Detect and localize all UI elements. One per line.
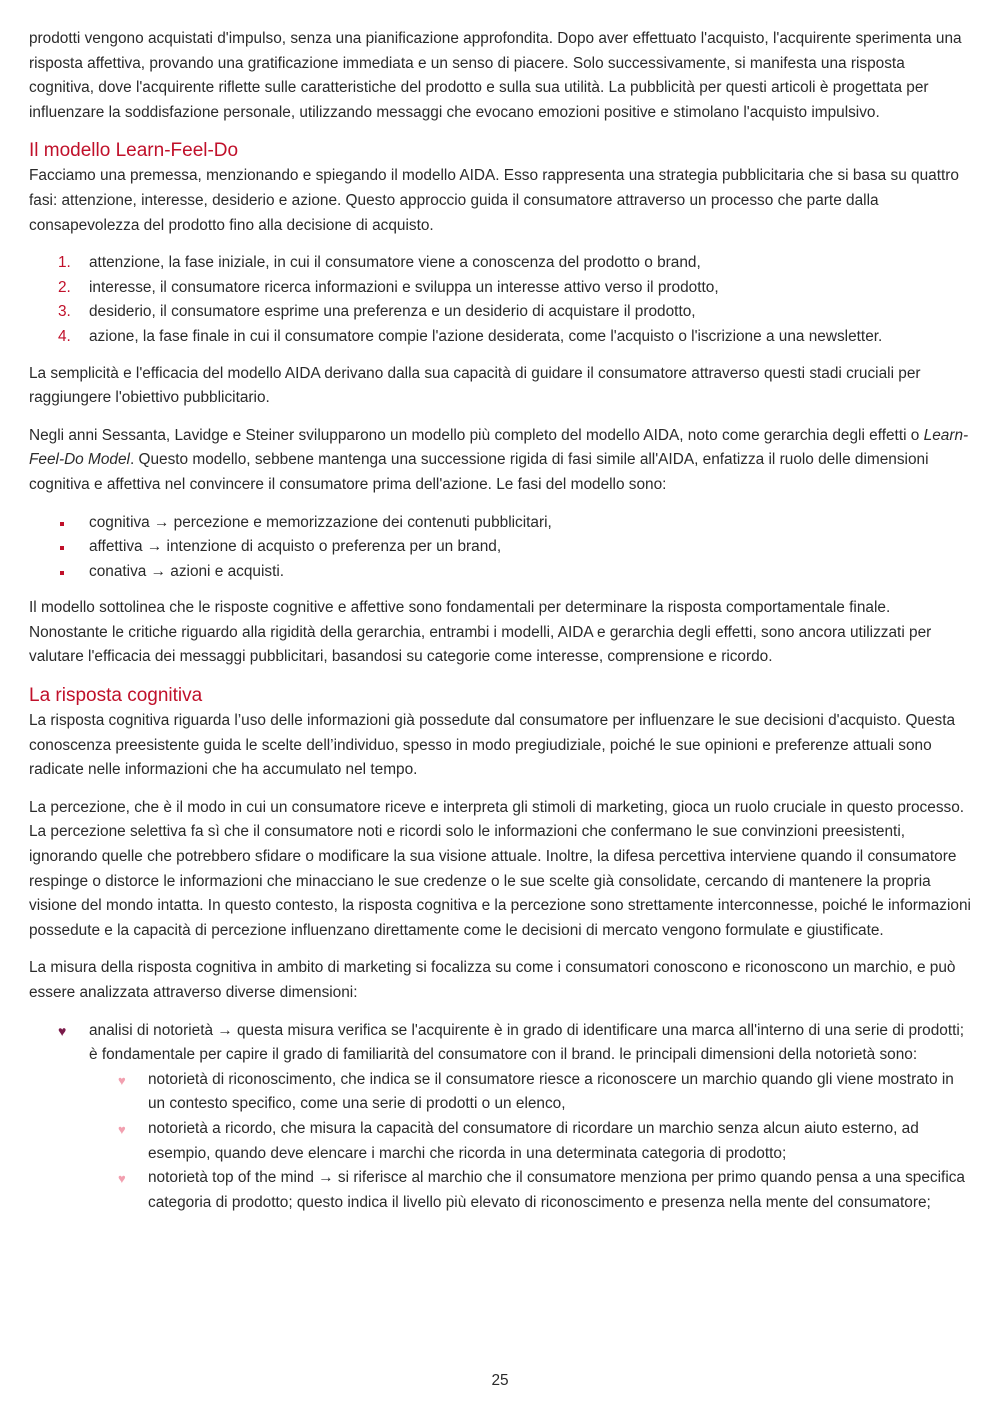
lavidge-steiner-paragraph: Negli anni Sessanta, Lavidge e Steiner svilupparono un modello più completo del modello AIDA, noto come gerarchia degli effetti o Learn-Feel-Do Model. Questo modello, sebbene mantenga una successione rigida di fasi simile all'AIDA, enfatizza il ruolo delle dimensioni cognitiva e affettiva nel convincere il consumatore prima dell'azione. Le fasi del modello sono: (29, 426, 969, 493)
dimensions-list (29, 1019, 973, 1216)
square-bullet-icon (60, 522, 64, 526)
list-item: conativa → azioni e acquisti. (29, 560, 973, 585)
list-item: 3. desiderio, il consumatore esprime una preferenza e un desiderio di acquistare il prodotto, (58, 303, 696, 321)
document-page (29, 27, 973, 1215)
perception-paragraph: La percezione, che è il modo in cui un consumatore riceve e interpreta gli stimoli di marketing, gioca un ruolo cruciale in questo processo. La percezione selettiva fa sì che il consumatore noti e ricordi solo le informazioni che confermano le sue convinzioni preesistenti, ignorando quelle che potrebbero sfidare o modificare la sua visione attuale. Inoltre, la difesa percettiva interviene quando il consumatore respinge o distorce le informazioni che minacciano le sue credenze o le sue scelte già consolidate, cercando di mantenere la propria visione del mondo intatta. In questo contesto, la risposta cognitiva e la percezione sono strettamente interconnesse, poiché le informazioni possedute e la capacità di percezione influenzano direttamente come le decisioni di mercato vengono formulate e giustificate. (29, 798, 971, 939)
list-item: cognitiva → percezione e memorizzazione dei contenuti pubblicitari, (29, 511, 973, 536)
aida-intro-paragraph: Facciamo una premessa, menzionando e spiegando il modello AIDA. Esso rappresenta una strategia pubblicitaria che si basa su quattro fasi: attenzione, interesse, desiderio e azione. Questo approccio guida il consumatore attraverso un processo che parte dalla consapevolezza del prodotto fino alla decisione di acquisto. (29, 167, 959, 234)
phases-list (29, 511, 973, 585)
list-item: ♥ notorietà di riconoscimento, che indica se il consumatore riesce a riconoscere un marchio quando gli viene mostrato in un contesto specifico, come una serie di prodotti o un elenco, (118, 1070, 954, 1113)
square-bullet-icon (60, 546, 64, 550)
list-item: 1. attenzione, la fase iniziale, in cui il consumatore viene a conoscenza del prodotto o brand, (58, 254, 701, 272)
heart-bullet-icon: ♥ (118, 1171, 126, 1187)
page-number: 25 (491, 1372, 509, 1389)
aida-summary-paragraph: La semplicità e l'efficacia del modello AIDA derivano dalla sua capacità di guidare il consumatore attraverso questi stadi cruciali per raggiungere l'obiettivo pubblicitario. (29, 364, 921, 407)
aida-steps-list (29, 251, 973, 349)
measurement-paragraph: La misura della risposta cognitiva in ambito di marketing si focalizza su come i consumatori conoscono e riconoscono un marchio, e può essere analizzata attraverso diverse dimensioni: (29, 959, 956, 1001)
heart-bullet-icon: ♥ (118, 1072, 126, 1088)
list-item: affettiva → intenzione di acquisto o preferenza per un brand, (29, 535, 973, 560)
cognitive-response-paragraph: La risposta cognitiva riguarda l’uso delle informazioni già possedute dal consumatore per influenzare le sue decisioni d'acquisto. Questa conoscenza preesistente guida le scelte dell’individuo, spesso in modo pregiudiziale, poiché le sue opinioni e preferenze attuali sono radicate nelle informazioni che ha accumulato nel tempo. (29, 712, 956, 779)
intro-paragraph: prodotti vengono acquistati d'impulso, senza una pianificazione approfondita. Dopo aver effettuato l'acquisto, l'acquirente sperimenta una risposta affettiva, provando una gratificazione immediata e un senso di piacere. Solo successivamente, si manifesta una risposta cognitiva, dove l'acquirente riflette sulle caratteristiche del prodotto e sulla sua utilità. La pubblicità per questi articoli è progettata per influenzare la soddisfazione personale, utilizzando messaggi che evocano emozioni positive e stimolano l'acquisto impulsivo. (29, 30, 962, 121)
square-bullet-icon (60, 571, 64, 575)
list-item: 4. azione, la fase finale in cui il consumatore compie l'azione desiderata, come l'acquisto o l'iscrizione a una newsletter. (58, 327, 883, 345)
heading-learn-feel-do: Il modello Learn-Feel-Do (29, 140, 239, 162)
list-item: ♥ analisi di notorietà → questa misura verifica se l'acquirente è in grado di identificare una marca all'interno di una serie di prodotti; è fondamentale per capire il grado di familiarità del consumatore con il brand. le principali dimensioni della notorietà sono: ♥ notorietà di riconoscimento, che indica se il consumatore riesce a riconoscere un marchio quando gli viene mostrato in un contesto specifico, come una serie di prodotti o un elenco, ♥ notorietà a ricordo, che misura la capacità del consumatore di ricordare un marchio senza alcun aiuto esterno, ad esempio, quando deve elencare i marchi che ricorda in una determinata categoria di prodotto; ♥ notorietà top of the mind → si riferisce al marchio che il consumatore menziona per primo quando pensa a una specifica categoria di prodotto; questo indica il livello più elevato di riconoscimento e presenza nella mente del consumatore; (29, 1019, 973, 1216)
learn-feel-do-term: Learn-Feel-Do Model (29, 426, 969, 469)
list-item: ♥ notorietà a ricordo, che misura la capacità del consumatore di ricordare un marchio senza alcun aiuto esterno, ad esempio, quando deve elencare i marchi che ricorda in una determinata categoria di prodotto; (118, 1119, 919, 1162)
heading-risposta-cognitiva: La risposta cognitiva (29, 685, 203, 707)
heart-bullet-icon: ♥ (58, 1022, 67, 1039)
list-item: ♥ notorietà top of the mind → si riferisce al marchio che il consumatore menziona per primo quando pensa a una specifica categoria di prodotto; questo indica il livello più elevato di riconoscimento e presenza nella mente del consumatore; (118, 1169, 965, 1211)
list-item: 2. interesse, il consumatore ricerca informazioni e sviluppa un interesse attivo verso il prodotto, (58, 278, 719, 296)
heart-bullet-icon: ♥ (118, 1121, 126, 1137)
notoriety-sublist (89, 1068, 973, 1216)
model-conclusion-paragraph: Il modello sottolinea che le risposte cognitive e affettive sono fondamentali per determinare la risposta comportamentale finale. Nonostante le critiche riguardo alla rigidità della gerarchia, entrambi i modelli, AIDA e gerarchia degli effetti, sono ancora utilizzati per valutare l'efficacia dei messaggi pubblicitari, basandosi su categorie come interesse, comprensione e ricordo. (29, 599, 932, 666)
